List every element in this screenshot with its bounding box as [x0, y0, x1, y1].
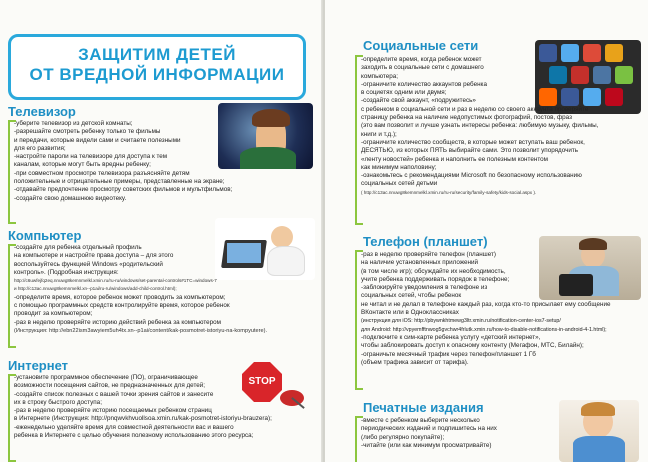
tv-text: [14, 120, 232, 203]
tv-heading: Телевизор: [8, 104, 76, 119]
text-line: ВКонтакте или в Одноклассниках: [361, 309, 459, 317]
text-line: и http://c13ac.nnuwg8kemnmelkl.xn--p1ai/ru-ru/windows/add-child-control.html);: [14, 286, 177, 292]
text-line: заходить в социальные сети с домашнего: [361, 64, 484, 72]
title-banner: [8, 34, 306, 100]
text-line: -настройте пароли на телевизоре для доступа к тем: [14, 153, 168, 161]
text-line: книги и т.д.);: [361, 130, 397, 138]
text-line: социальных сетей детьми: [361, 180, 438, 188]
internet-stop-photo: STOP: [232, 356, 314, 418]
social-text: [361, 56, 598, 197]
internet-text: [14, 374, 272, 440]
text-line: для его развития;: [14, 144, 66, 152]
phone-heading: Телефон (планшет): [363, 234, 488, 249]
print-photo: [559, 400, 639, 462]
text-line: -ограничите количество сообществ, в которые может вступать ваш ребенок,: [361, 138, 585, 146]
computer-heading: Компьютер: [8, 228, 82, 243]
text-line: чтобы заблокировать доступ к опасному контенту (Мегафон, МТС, Билайн);: [361, 342, 584, 350]
text-line: -заблокируйте уведомления в телефоне из: [361, 284, 488, 292]
text-line: (в том числе игр); обсуждайте их необходимость,: [361, 267, 506, 275]
text-line: -создайте для ребенка отдельный профиль: [14, 244, 142, 251]
text-line: -еженедельно уделяйте время для совместной деятельности вас и вашего: [14, 423, 234, 431]
text-line: -вместе с ребенком выберите несколько: [361, 417, 480, 424]
text-line: их в строку быстрого доступа;: [14, 398, 102, 406]
print-text: [361, 417, 497, 450]
internet-heading: Интернет: [8, 358, 69, 373]
text-line: на наличие установленных приложений: [361, 259, 479, 267]
text-line: каналам, которые могут быть вредны ребенку;: [14, 161, 151, 169]
text-line: (это вам позволит и лучше узнать интересы ребенка: любимую музыку, фильмы,: [361, 122, 599, 130]
social-heading: Социальные сети: [363, 38, 479, 53]
text-line: проводит за компьютером;: [14, 310, 93, 318]
text-line: -раз в неделю проверяйте историю действий ребенка за компьютером: [14, 318, 221, 326]
text-line: -создайте список полезных с вашей точки зрения сайтов и занесите: [14, 390, 214, 398]
text-line: ( http://c13ac.nnuwg8kemnmelkl.xmin.ru/ru-ru/security/family-safety/kids-social.aspx ).: [361, 189, 537, 195]
text-line: как минимум наполовину;: [361, 163, 437, 171]
text-line: в Интернете (Инструкция: http://pnqwvkhvuollsoa.xmin.ru/kak-posmotret-istoriyu-brauzera);: [14, 415, 272, 423]
text-line: -уберите телевизор из детской комнаты;: [14, 120, 133, 127]
text-line: -ознакомьтесь с рекомендациями Microsoft по безопасному использованию: [361, 172, 582, 180]
text-line: -подключите к сим-карте ребенка услугу «детский интернет»,: [361, 333, 541, 341]
text-line: с помощью программных средств контролируйте время, которое ребенок: [14, 302, 230, 310]
text-line: -разрешайте смотреть ребенку только те фильмы: [14, 128, 161, 136]
text-line: в социетях одним или двумя;: [361, 89, 447, 97]
text-line: воспользуйтесь функцией Windows «родительский: [14, 260, 163, 268]
text-line: (Инструкция: http://ebn22ism3awyiem5uh4tx.xn--p1ai/content/kak-posmotret-istoriyu-na-kompyutere).: [14, 327, 268, 334]
print-heading: Печатные издания: [363, 400, 484, 415]
text-line: (объем трафика зависит от тарифа).: [361, 358, 469, 366]
text-line: для Android: http://vpyemfftnwog5gvchwr4frlutk.xmin.ru/how-to-disable-notifications-in-android-4-1.html);: [361, 326, 607, 333]
text-line: страницу ребенка на наличие недопустимых фотографий, постов, фраз: [361, 114, 572, 122]
computer-text: [14, 244, 267, 335]
text-line: -раз в неделю проверяйте телефон (планшет): [361, 251, 497, 258]
right-page: [325, 0, 648, 462]
text-line: -создайте свою домашнюю видеотеку.: [14, 194, 127, 202]
text-line: ДЕСЯТЬЮ, из которых ПЯТЬ выбирайте сами. Это позволит упорядочить: [361, 147, 579, 155]
left-page: [0, 0, 323, 462]
text-line: -создайте свой аккаунт, «подружитесь»: [361, 97, 476, 105]
text-line: контроль». (Подробная инструкция:: [14, 268, 119, 276]
text-line: социальных сетей, чтобы ребенок: [361, 292, 462, 300]
text-line: -ограничите количество аккаунтов ребенка: [361, 80, 487, 88]
text-line: (либо регулярно покупайте);: [361, 433, 445, 441]
text-line: (инструкция для iOS: http://pbywnkhtmewg3ltr.xmin.ru/notification-center-ios7-setup/: [361, 318, 561, 325]
text-line: и передачи, которые видели сами и считаете полезными: [14, 136, 181, 144]
text-line: -определите время, которое ребенок может проводить за компьютером;: [14, 293, 226, 301]
phone-text: [361, 251, 611, 367]
text-line: -читайте (или как минимум просматривайте): [361, 441, 492, 449]
text-line: периодических изданий и подпишитесь на них: [361, 425, 497, 433]
text-line: положительные и отрицательные примеры, представленные на экране;: [14, 178, 225, 186]
text-line: с ребенком в социальной сети и раз в неделю со своего аккаунта проверяйте: [361, 105, 589, 113]
text-line: на компьютере и настройте права доступа – для этого: [14, 252, 174, 260]
text-line: компьютера;: [361, 72, 399, 80]
text-line: не читал и не делал в телефоне каждый раз, когда кто-то присылает ему сообщение: [361, 300, 611, 308]
text-line: возможности посещения сайтов, не предназначенных для детей;: [14, 382, 206, 390]
text-line: -отдавайте предпочтение просмотру советских фильмов и мультфильмов;: [14, 186, 233, 194]
text-line: учите ребенка поддерживать порядок в телефоне;: [361, 275, 510, 283]
text-line: -ограничьте месячный трафик через телефон/планшет 1 Гб: [361, 350, 536, 358]
banner-title-line1: ЗАЩИТИМ ДЕТЕЙ: [78, 45, 236, 64]
text-line: http://c6uwfejfq2eq.nnuwg8kemnmelkl.xmin.ru/ru-ru/windows/set-parental-controls#1TC=windows-7: [14, 278, 217, 284]
banner-title-line2: ОТ ВРЕДНОЙ ИНФОРМАЦИИ: [29, 65, 285, 84]
text-line: «ленту новостей» ребенка и наполнить ее полезным контентом: [361, 155, 548, 163]
text-line: ребенка в Интернете с целью обучения полезному использованию этого ресурса;: [14, 432, 254, 440]
text-line: -определите время, когда ребенок может: [361, 56, 482, 63]
text-line: -раз в неделю проверяйте историю посещаемых ребенком страниц: [14, 407, 212, 415]
text-line: -при совместном просмотре телевизора разъясняйте детям: [14, 169, 190, 177]
text-line: -установите программное обеспечение (ПО), ограничивающее: [14, 374, 198, 381]
